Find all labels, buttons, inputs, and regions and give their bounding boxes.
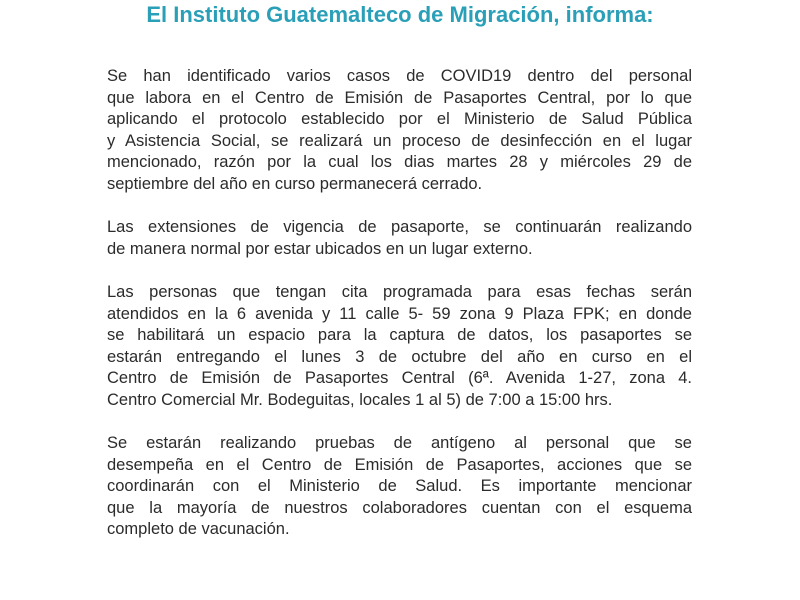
text-line: Las personas que tengan cita programada para esas fechas serán (107, 282, 692, 301)
paragraph-closure-notice (107, 66, 692, 196)
text-line: septiembre del año en curso permanecerá cerrado. (107, 174, 483, 193)
text-line: estarán entregando el lunes 3 de octubre del año en curso en el (107, 347, 692, 366)
paragraph-appointments (107, 282, 692, 412)
text-line: aplicando el protocolo establecido por el Ministerio de Salud Pública (107, 110, 692, 129)
text-line: que labora en el Centro de Emisión de Pasaportes Central, por lo que (107, 88, 692, 107)
text-line: Las extensiones de vigencia de pasaporte, se continuarán realizando (107, 218, 692, 237)
text-line: Centro de Emisión de Pasaportes Central (6ª. Avenida 1-27, zona 4. (107, 369, 692, 388)
text-line: desempeña en el Centro de Emisión de Pasaportes, acciones que se (107, 455, 692, 474)
text-line: de manera normal por estar ubicados en un lugar externo. (107, 239, 533, 258)
announcement-body (107, 66, 692, 563)
text-line: se habilitará un espacio para la captura de datos, los pasaportes se (107, 326, 692, 345)
text-line: mencionado, razón por la cual los dias martes 28 y miércoles 29 de (107, 153, 692, 172)
text-line: atendidos en la 6 avenida y 11 calle 5- 59 zona 9 Plaza FPK; en donde (107, 304, 692, 323)
text-line: que la mayoría de nuestros colaboradores cuentan con el esquema (107, 498, 692, 517)
paragraph-antigen-tests (107, 433, 692, 541)
paragraph-extensions (107, 217, 692, 260)
text-line: coordinarán con el Ministerio de Salud. Es importante mencionar (107, 477, 692, 496)
page-title: El Instituto Guatemalteco de Migración, informa: (146, 2, 654, 27)
text-line: Se han identificado varios casos de COVID19 dentro del personal (107, 67, 692, 85)
text-line: Centro Comercial Mr. Bodeguitas, locales 1 al 5) de 7:00 a 15:00 hrs. (107, 390, 613, 409)
text-line: y Asistencia Social, se realizará un proceso de desinfección en el lugar (107, 131, 692, 150)
text-line: completo de vacunación. (107, 520, 290, 539)
text-line: Se estarán realizando pruebas de antígeno al personal que se (107, 434, 692, 453)
